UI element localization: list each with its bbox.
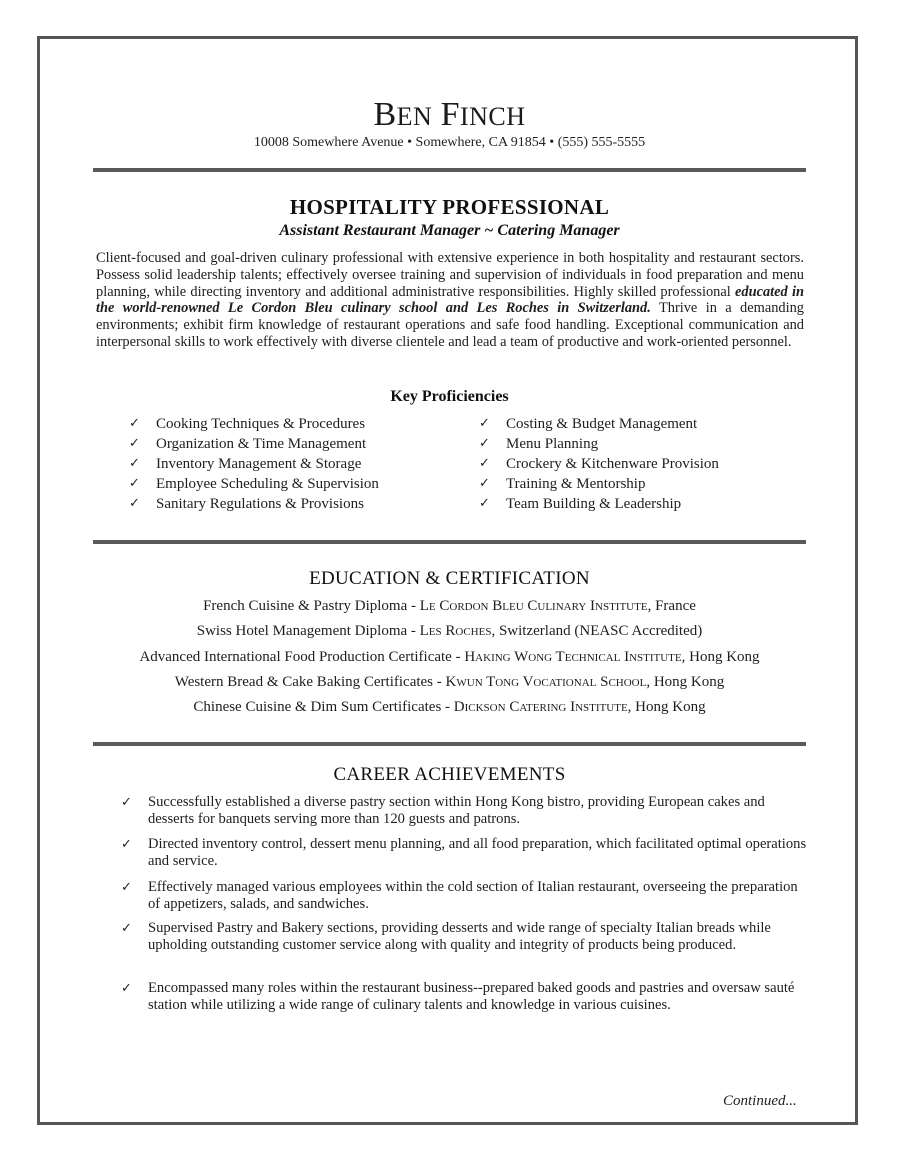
checkmark-icon: ✓ [129, 476, 140, 491]
summary-paragraph: Client-focused and goal-driven culinary professional with extensive experience in both hospitality and restaurant sectors. Possess solid leadership talents; effectively oversee training and supervision of individuals in food preparation and menu planning, while directing inventory and additional administrative responsibilities. Highly skilled professional educated in the world-renowned Le Cordon Bleu culinary school and Les Roches in Switzerland. Thrive in a demanding environments; exhibit firm knowledge of restaurant operations and safe food handling. Exceptional communication and interpersonal skills to work effectively with diverse clientele and lead a team of productive and work-oriented personnel. [96, 250, 804, 350]
achievements-title: CAREER ACHIEVEMENTS [333, 764, 566, 785]
divider [93, 168, 806, 172]
contact-line: 10008 Somewhere Avenue • Somewhere, CA 91854 • (555) 555-5555 [253, 135, 646, 150]
list-item: ✓ Crockery & Kitchenware Provision [479, 456, 719, 472]
profile-subtitle: Assistant Restaurant Manager ~ Catering Manager [279, 222, 620, 239]
checkmark-icon: ✓ [121, 921, 132, 936]
education-entry: Advanced International Food Production Certificate - Haking Wong Technical Institute, Hong Kong [139, 649, 760, 665]
divider [93, 742, 806, 746]
checkmark-icon: ✓ [479, 416, 490, 431]
proficiencies-left-list [129, 414, 379, 514]
checkmark-icon: ✓ [479, 496, 490, 511]
list-item: ✓ Costing & Budget Management [479, 416, 698, 432]
list-item: ✓ Supervised Pastry and Bakery sections, providing desserts and wide range of specialty Italian breads while upholding outstanding customer service along with quality and integrity of products being produced. [121, 920, 771, 953]
checkmark-icon: ✓ [129, 496, 140, 511]
list-item: ✓ Organization & Time Management [129, 436, 367, 452]
list-item: ✓ Inventory Management & Storage [129, 456, 362, 472]
checkmark-icon: ✓ [129, 456, 140, 471]
proficiencies-title: Key Proficiencies [390, 388, 509, 405]
checkmark-icon: ✓ [121, 880, 132, 895]
list-item: ✓ Successfully established a diverse pastry section within Hong Kong bistro, providing European cakes and desserts for banquets serving more than 120 guests and patrons. [121, 794, 765, 827]
list-item: ✓ Directed inventory control, dessert menu planning, and all food preparation, which facilitated optimal operations and service. [121, 836, 807, 869]
achievements-list [121, 794, 811, 1044]
list-item: ✓ Sanitary Regulations & Provisions [129, 496, 364, 512]
list-item: ✓ Encompassed many roles within the restaurant business--prepared baked goods and pastries and oversaw sauté station while utilizing a wide range of culinary talents and knowledge in various cuisines. [121, 980, 795, 1013]
list-item: ✓ Training & Mentorship [479, 476, 646, 492]
education-entry: Swiss Hotel Management Diploma - Les Roches, Switzerland (NEASC Accredited) [196, 623, 703, 639]
education-entry: French Cuisine & Pastry Diploma - Le Cordon Bleu Culinary Institute, France [203, 598, 696, 614]
list-item: ✓ Menu Planning [479, 436, 599, 452]
checkmark-icon: ✓ [129, 436, 140, 451]
checkmark-icon: ✓ [479, 436, 490, 451]
checkmark-icon: ✓ [121, 837, 132, 852]
resume-name: BEN FINCH [373, 96, 526, 133]
checkmark-icon: ✓ [479, 476, 490, 491]
continued-note: Continued... [723, 1093, 797, 1109]
divider [93, 540, 806, 544]
list-item: ✓ Cooking Techniques & Procedures [129, 416, 366, 432]
checkmark-icon: ✓ [121, 795, 132, 810]
education-entry: Western Bread & Cake Baking Certificates - Kwun Tong Vocational School, Hong Kong [174, 674, 725, 690]
proficiencies-right-list [479, 414, 719, 514]
list-item: ✓ Employee Scheduling & Supervision [129, 476, 379, 492]
list-item: ✓ Effectively managed various employees within the cold section of Italian restaurant, overseeing the preparation of appetizers, salads, and sandwiches. [121, 879, 798, 912]
checkmark-icon: ✓ [129, 416, 140, 431]
checkmark-icon: ✓ [479, 456, 490, 471]
education-title: EDUCATION & CERTIFICATION [309, 568, 590, 589]
checkmark-icon: ✓ [121, 981, 132, 996]
education-entry: Chinese Cuisine & Dim Sum Certificates - Dickson Catering Institute, Hong Kong [193, 699, 706, 715]
profile-title: HOSPITALITY PROFESSIONAL [289, 195, 610, 219]
list-item: ✓ Team Building & Leadership [479, 496, 682, 512]
